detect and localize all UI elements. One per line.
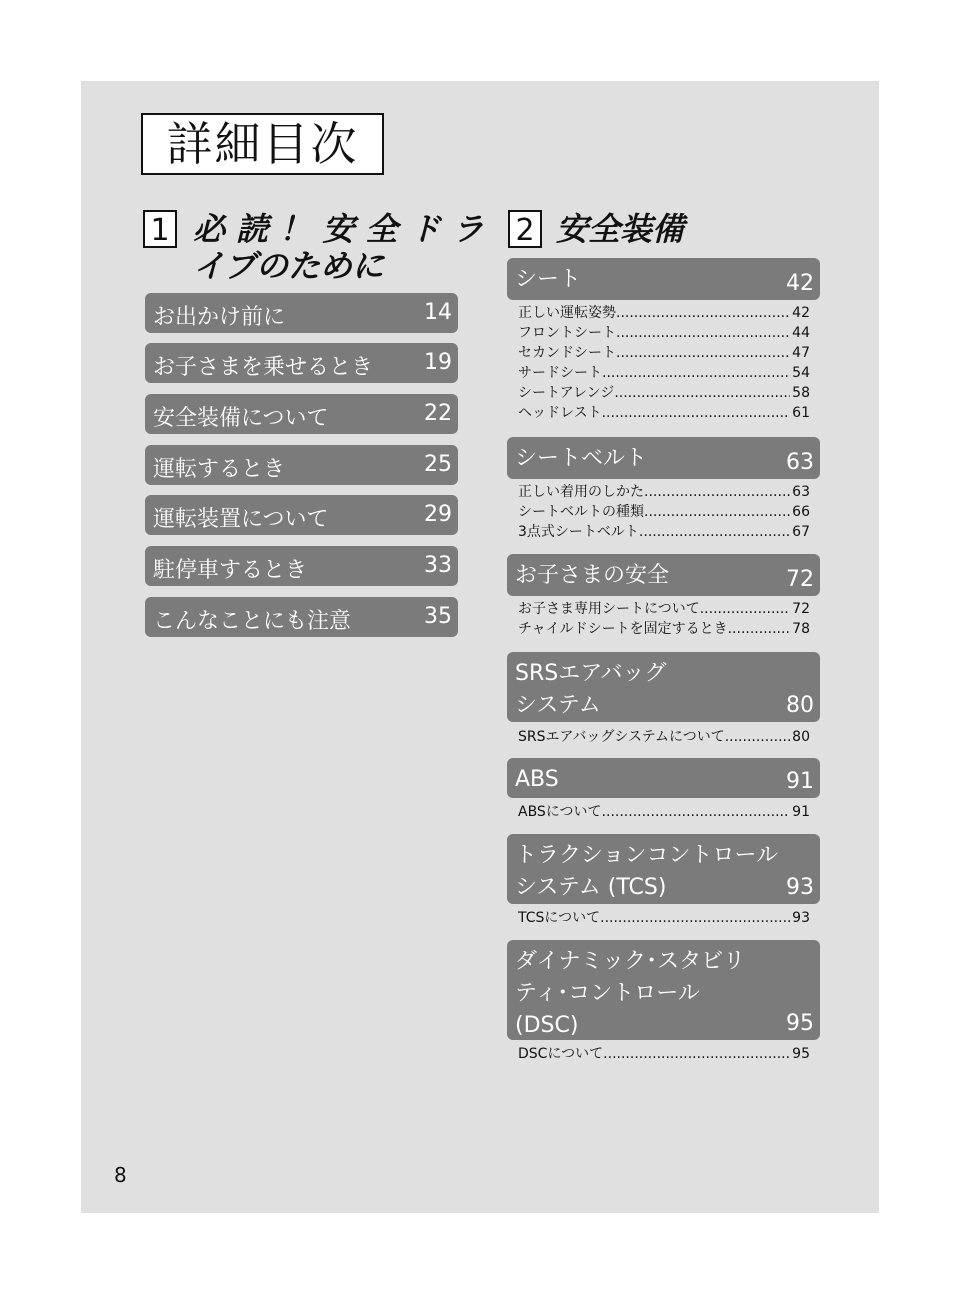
toc-group-label: ダイナミック･スタビリ ティ･コントロール (DSC): [515, 949, 746, 1038]
toc-group-page: 93: [786, 875, 814, 900]
toc-item-page: 35: [424, 604, 452, 629]
toc-item-label: こんなことにも注意: [153, 609, 352, 634]
section-1-heading: [143, 210, 177, 250]
toc-entry[interactable]: ヘッドレスト ..... 61: [518, 403, 810, 423]
toc-entry[interactable]: チャイルドシートを固定するとき ..... 78: [518, 619, 810, 639]
toc-group-abs[interactable]: [507, 758, 820, 798]
toc-group-dsc[interactable]: [507, 940, 820, 1040]
toc-group-child-safety[interactable]: [507, 554, 820, 596]
toc-sublist-tcs: [518, 908, 810, 928]
toc-group-page: 80: [786, 693, 814, 718]
toc-item-6[interactable]: [145, 546, 458, 586]
section-2-title: 安全装備: [556, 210, 685, 248]
toc-sublist-abs: [518, 802, 810, 822]
toc-group-page: 91: [786, 769, 814, 794]
page-number: 8: [114, 1163, 127, 1187]
toc-sublist-child-safety: [518, 599, 810, 639]
toc-item-1[interactable]: [145, 293, 458, 333]
section-1-number: 1: [143, 210, 177, 248]
toc-item-label: 運転装置について: [153, 507, 329, 532]
toc-entry[interactable]: DSCについて ..... 95: [518, 1044, 810, 1064]
toc-item-page: 25: [424, 452, 452, 477]
toc-entry[interactable]: セカンドシート ..... 47: [518, 343, 810, 363]
section-1-title-line2: イブのために: [193, 247, 385, 285]
toc-sublist-seatbelt: [518, 482, 810, 542]
toc-entry[interactable]: 3点式シートベルト ..... 67: [518, 522, 810, 542]
toc-item-7[interactable]: [145, 597, 458, 637]
toc-sublist-seat: [518, 303, 810, 423]
toc-group-seatbelt[interactable]: [507, 437, 820, 479]
section-1-title-line1: 必 読 ！ 安 全 ド ラ: [193, 210, 484, 248]
toc-group-srs-airbag[interactable]: [507, 652, 820, 722]
toc-group-tcs[interactable]: [507, 834, 820, 904]
toc-item-3[interactable]: [145, 394, 458, 434]
toc-entry[interactable]: ABSについて ..... 91: [518, 802, 810, 822]
page-title: 詳細目次: [141, 113, 384, 175]
toc-item-page: 22: [424, 401, 452, 426]
toc-entry[interactable]: フロントシート ..... 44: [518, 323, 810, 343]
toc-item-page: 29: [424, 502, 452, 527]
toc-group-page: 63: [786, 450, 814, 475]
toc-group-page: 95: [786, 1011, 814, 1036]
toc-entry[interactable]: サードシート ..... 54: [518, 363, 810, 383]
toc-group-label: ABS: [515, 767, 559, 792]
toc-entry[interactable]: 正しい着用のしかた ..... 63: [518, 482, 810, 502]
toc-entry[interactable]: SRSエアバッグシステムについて ..... 80: [518, 727, 810, 747]
toc-group-seat[interactable]: [507, 258, 820, 300]
section-2-number: 2: [508, 210, 542, 248]
toc-entry[interactable]: TCSについて ..... 93: [518, 908, 810, 928]
toc-group-page: 72: [786, 567, 814, 592]
toc-group-page: 42: [786, 271, 814, 296]
toc-item-page: 14: [424, 300, 452, 325]
section-2-heading: [508, 210, 542, 250]
toc-entry[interactable]: お子さま専用シートについて ..... 72: [518, 599, 810, 619]
toc-item-label: 駐停車するとき: [153, 558, 308, 583]
toc-item-label: お子さまを乗せるとき: [153, 355, 374, 380]
toc-item-4[interactable]: [145, 445, 458, 485]
toc-entry[interactable]: 正しい運転姿勢 ..... 42: [518, 303, 810, 323]
toc-sublist-srs-airbag: [518, 727, 810, 747]
toc-item-2[interactable]: [145, 343, 458, 383]
toc-item-label: 運転するとき: [153, 457, 286, 482]
toc-group-label: シート: [515, 267, 582, 292]
toc-group-label: シートベルト: [515, 446, 648, 471]
toc-item-label: 安全装備について: [153, 406, 329, 431]
toc-group-label: SRSエアバッグ システム: [515, 661, 667, 718]
toc-item-page: 19: [424, 350, 452, 375]
toc-item-page: 33: [424, 553, 452, 578]
toc-item-5[interactable]: [145, 495, 458, 535]
toc-sublist-dsc: [518, 1044, 810, 1064]
toc-entry[interactable]: シートアレンジ ..... 58: [518, 383, 810, 403]
toc-entry[interactable]: シートベルトの種類 ..... 66: [518, 502, 810, 522]
toc-item-label: お出かけ前に: [153, 305, 286, 330]
toc-group-label: トラクションコントロール システム (TCS): [515, 843, 779, 900]
toc-group-label: お子さまの安全: [515, 563, 670, 588]
